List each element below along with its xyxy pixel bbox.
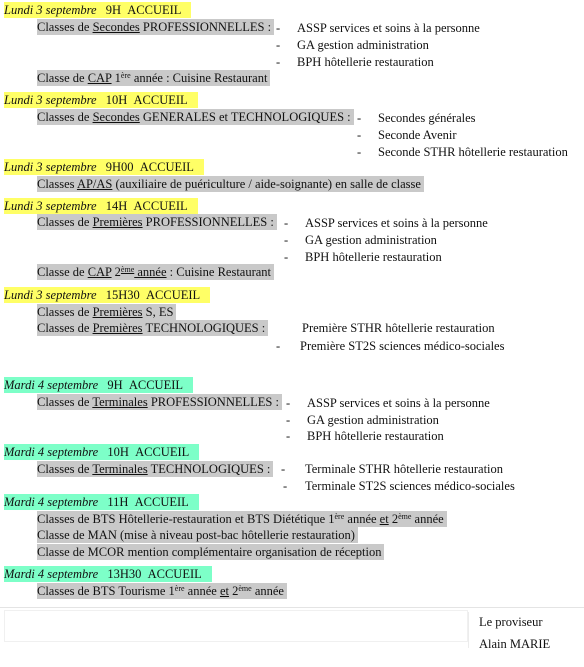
header-time: 9H00: [105, 160, 134, 174]
list-dash: -: [276, 339, 281, 353]
bts-text: année: [411, 512, 444, 526]
list-item: Secondes générales: [378, 111, 476, 125]
list-dash: -: [286, 413, 291, 427]
list-item: ASSP services et soins à la personne: [297, 21, 480, 35]
header-label: ACCUEIL: [147, 567, 202, 581]
list-item: Seconde STHR hôtellerie restauration: [378, 145, 568, 159]
bts-text: année: [251, 584, 284, 598]
header-label: ACCUEIL: [133, 93, 188, 107]
bts-text: 2: [388, 512, 399, 526]
bts-text: 2: [228, 584, 239, 598]
list-dash: -: [276, 38, 281, 52]
list-dash: -: [276, 21, 281, 35]
schedule-header: [4, 198, 198, 214]
list-item: BPH hôtellerie restauration: [297, 55, 434, 69]
class-prefix: Classes de: [37, 20, 93, 34]
schedule-header: [4, 92, 198, 108]
header-time: 13H30: [107, 567, 142, 581]
class-prefix: Classe de: [37, 71, 88, 85]
header-label: ACCUEIL: [139, 160, 194, 174]
class-suffix: (auxiliaire de puériculture / aide-soignante) en salle de classe: [112, 177, 421, 191]
class-level: Terminales: [92, 462, 148, 476]
bts-text: Classes de BTS Tourisme 1: [37, 584, 175, 598]
class-annee: année: [134, 265, 167, 279]
class-prefix: Classes: [37, 177, 77, 191]
list-item: BPH hôtellerie restauration: [305, 250, 442, 264]
class-prefix: Classes de: [37, 305, 93, 319]
header-day: Mardi 4 septembre: [4, 495, 99, 509]
bts-text: année: [184, 584, 220, 598]
schedule-header: [4, 494, 199, 510]
list-item: Première ST2S sciences médico-sociales: [300, 339, 505, 353]
class-line: [37, 19, 274, 35]
ordinal-sup: ère: [120, 71, 131, 80]
list-item: Terminale STHR hôtellerie restauration: [305, 462, 504, 476]
list-item: BPH hôtellerie restauration: [307, 429, 444, 443]
class-line: [37, 527, 358, 543]
list-dash: -: [286, 396, 291, 410]
class-line: [37, 109, 354, 125]
class-line: [37, 583, 287, 599]
class-prefix: Classes de: [37, 321, 93, 335]
header-day: Lundi 3 septembre: [4, 3, 97, 17]
list-dash: -: [357, 111, 362, 125]
class-prefix: Classes de: [37, 462, 93, 476]
man-text: Classe de MAN (mise à niveau post-bac hôtellerie restauration): [37, 528, 355, 542]
list-dash: -: [283, 479, 288, 493]
list-item: GA gestion administration: [307, 413, 439, 427]
bts-and: et: [379, 512, 389, 526]
list-dash: -: [284, 250, 289, 264]
bts-and: et: [219, 584, 229, 598]
schedule-header: [4, 566, 212, 582]
footer-table-cell: [4, 610, 468, 642]
schedule-header: [4, 377, 193, 393]
signature-name: Alain MARIE: [479, 637, 551, 651]
header-time: 15H30: [105, 288, 140, 302]
class-prefix: Classes de: [37, 110, 93, 124]
class-suffix: : Cuisine Restaurant: [166, 265, 272, 279]
class-ordinal: 2: [111, 265, 121, 279]
header-time: 9H: [105, 3, 121, 17]
ordinal-sup: ère: [334, 512, 345, 521]
list-item: ASSP services et soins à la personne: [307, 396, 490, 410]
class-suffix: PROFESSIONNELLES :: [147, 395, 279, 409]
header-label: ACCUEIL: [127, 3, 182, 17]
class-level: CAP: [87, 71, 112, 85]
header-label: ACCUEIL: [146, 288, 201, 302]
ordinal-sup: ère: [174, 584, 185, 593]
header-time: 11H: [107, 495, 129, 509]
class-suffix: S, ES: [142, 305, 174, 319]
class-prefix: Classes de: [37, 215, 93, 229]
class-level: Premières: [92, 215, 143, 229]
ordinal-sup: ème: [398, 512, 412, 521]
class-line: [37, 214, 277, 230]
class-line: [37, 264, 274, 280]
header-time: 10H: [107, 445, 129, 459]
header-label: ACCUEIL: [134, 495, 189, 509]
list-item: GA gestion administration: [297, 38, 429, 52]
class-level: Premières: [92, 321, 143, 335]
schedule-header: [4, 287, 210, 303]
class-prefix: Classe de: [37, 265, 88, 279]
bts-text: Classes de BTS Hôtellerie-restauration et BTS Diététique 1: [37, 512, 335, 526]
schedule-header: [4, 444, 199, 460]
class-level: Secondes: [92, 20, 140, 34]
header-label: ACCUEIL: [128, 378, 184, 392]
header-day: Lundi 3 septembre: [4, 199, 97, 213]
class-suffix: PROFESSIONNELLES :: [139, 20, 272, 34]
class-level: AP/AS: [76, 177, 113, 191]
header-day: Lundi 3 septembre: [4, 93, 97, 107]
header-day: Mardi 4 septembre: [4, 445, 99, 459]
list-item: ASSP services et soins à la personne: [305, 216, 488, 230]
header-day: Lundi 3 septembre: [4, 160, 97, 174]
class-level: CAP: [87, 265, 112, 279]
list-dash: -: [284, 233, 289, 247]
ordinal-sup: ème: [238, 584, 252, 593]
list-item: Seconde Avenir: [378, 128, 457, 142]
class-suffix: année : Cuisine Restaurant: [130, 71, 268, 85]
class-suffix: TECHNOLOGIQUES :: [147, 462, 271, 476]
class-line: [37, 70, 270, 86]
class-suffix: PROFESSIONNELLES :: [142, 215, 274, 229]
schedule-header: [4, 2, 191, 18]
class-level: Terminales: [92, 395, 148, 409]
header-day: Lundi 3 septembre: [4, 288, 97, 302]
header-time: 9H: [107, 378, 123, 392]
header-label: ACCUEIL: [133, 199, 188, 213]
list-dash: -: [357, 145, 362, 159]
bts-text: année: [344, 512, 380, 526]
class-line: [37, 320, 268, 336]
header-label: ACCUEIL: [135, 445, 190, 459]
list-item: Terminale ST2S sciences médico-sociales: [305, 479, 515, 493]
class-line: [37, 511, 447, 527]
class-line: [37, 461, 273, 477]
class-ordinal: 1: [111, 71, 121, 85]
header-time: 10H: [105, 93, 128, 107]
list-dash: -: [286, 429, 291, 443]
class-suffix: GENERALES et TECHNOLOGIQUES :: [139, 110, 351, 124]
class-line: [37, 544, 384, 560]
header-day: Mardi 4 septembre: [4, 567, 99, 581]
class-level: Secondes: [92, 110, 140, 124]
list-dash: -: [281, 462, 286, 476]
class-line: [37, 394, 282, 410]
class-suffix: TECHNOLOGIQUES :: [142, 321, 266, 335]
class-prefix: Classes de: [37, 395, 93, 409]
footer-divider: [0, 607, 584, 608]
header-day: Mardi 4 septembre: [4, 378, 99, 392]
ordinal-sup: ème: [120, 265, 135, 274]
class-line: [37, 304, 176, 320]
schedule-header: [4, 159, 204, 175]
signature-block: [468, 612, 581, 651]
list-dash: -: [284, 216, 289, 230]
list-item: GA gestion administration: [305, 233, 437, 247]
list-dash: -: [357, 128, 362, 142]
header-time: 14H: [105, 199, 128, 213]
signature-role: Le proviseur: [479, 615, 543, 629]
list-dash: -: [276, 55, 281, 69]
mcor-text: Classe de MCOR mention complémentaire organisation de réception: [37, 545, 382, 559]
class-line: [37, 176, 424, 192]
list-item: Première STHR hôtellerie restauration: [302, 321, 495, 335]
class-level: Premières: [92, 305, 143, 319]
